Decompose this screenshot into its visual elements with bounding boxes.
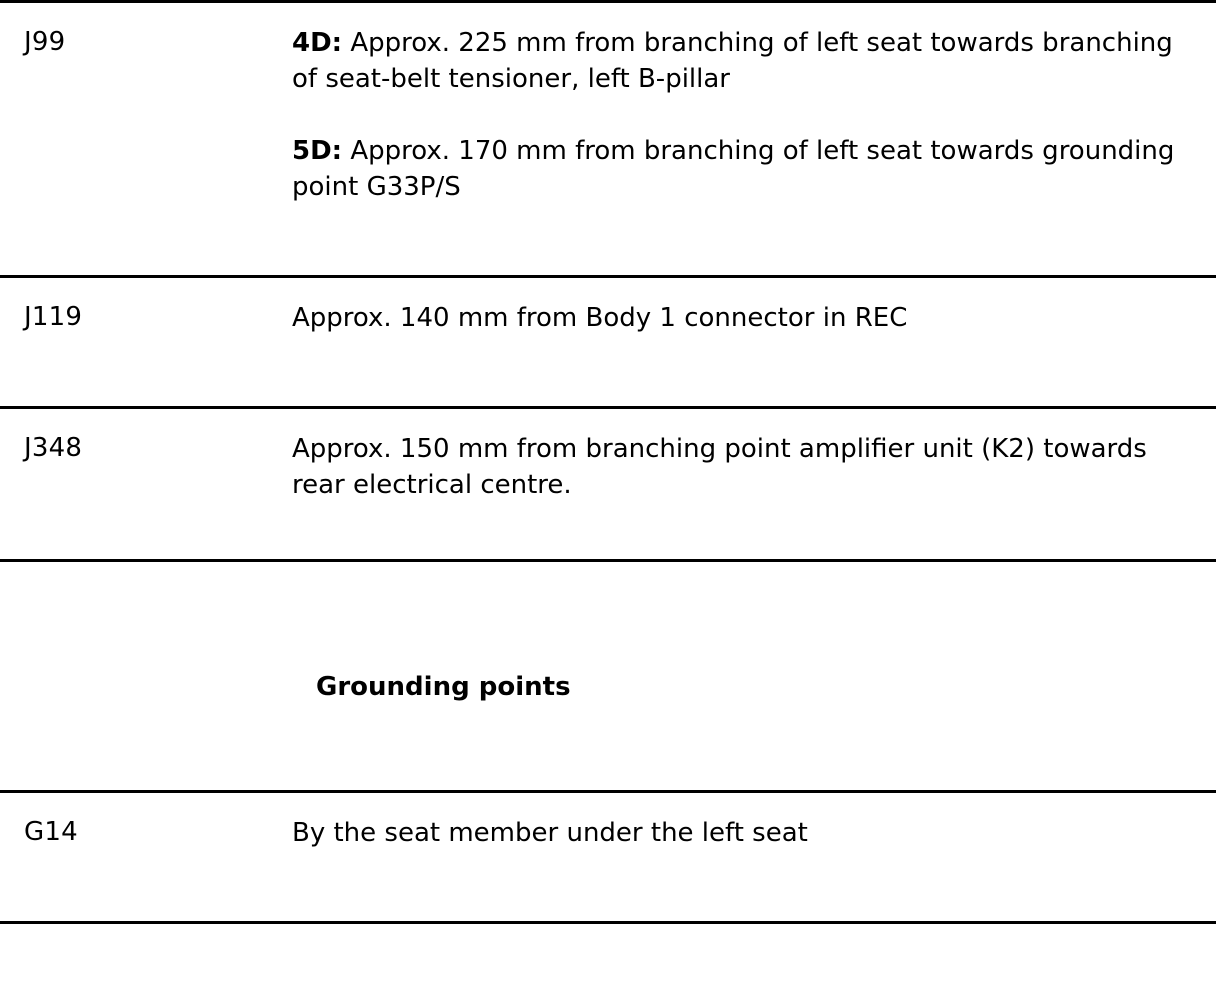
row-description [292, 278, 1216, 336]
row-identifier: J119 [24, 302, 83, 332]
description-paragraph [292, 431, 1202, 503]
table-row [0, 278, 1216, 336]
row-spacer [0, 851, 1216, 921]
row-description [292, 409, 1216, 503]
row-spacer [0, 205, 1216, 275]
paragraph-label: 5D: [292, 136, 343, 166]
section-heading-row [0, 562, 1216, 790]
row-identifier: J99 [24, 27, 66, 57]
row-description [292, 3, 1216, 205]
description-paragraph [292, 815, 1202, 851]
table-row [0, 3, 1216, 205]
description-paragraph [292, 25, 1202, 97]
description-paragraph [292, 300, 1202, 336]
paragraph-label: 4D: [292, 28, 343, 58]
row-description [292, 793, 1216, 851]
paragraph-text: Approx. 225 mm from branching of left seat towards branching of seat-belt tensioner, left B-pillar [292, 28, 1173, 94]
row-identifier: J348 [24, 433, 83, 463]
paragraph-text: Approx. 150 mm from branching point amplifier unit (K2) towards rear electrical centre. [292, 434, 1147, 500]
paragraph-text: Approx. 140 mm from Body 1 connector in REC [292, 303, 908, 333]
paragraph-text: By the seat member under the left seat [292, 818, 808, 848]
table-rule-bottom [0, 921, 1216, 924]
table-row [0, 793, 1216, 851]
row-identifier: G14 [24, 817, 78, 847]
table-row [0, 409, 1216, 503]
row-spacer [0, 336, 1216, 406]
paragraph-text: Approx. 170 mm from branching of left seat towards grounding point G33P/S [292, 136, 1175, 202]
section-heading: Grounding points [316, 672, 571, 702]
description-paragraph [292, 133, 1202, 205]
row-spacer [0, 503, 1216, 559]
